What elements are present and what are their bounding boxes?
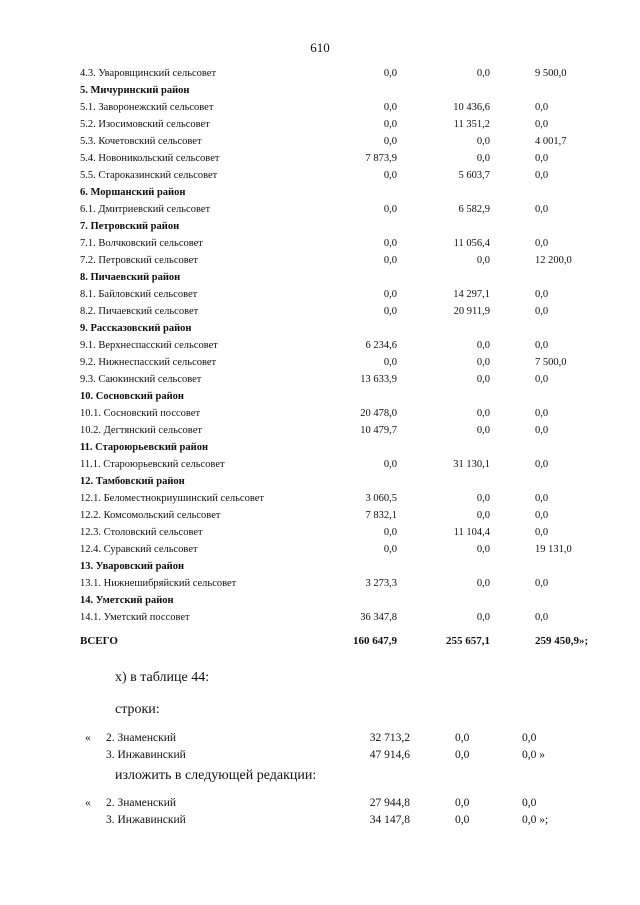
row-label: 3. Инжавинский	[106, 749, 186, 761]
row-label: 5. Мичуринский район	[80, 85, 190, 96]
row-value: 0,0	[383, 306, 397, 317]
row-value: 5 603,7	[458, 170, 490, 181]
row-value: 0,0 »;	[522, 814, 549, 826]
row-value: 14 297,1	[453, 289, 490, 300]
district-heading-row	[0, 321, 640, 337]
row-value: 0,0	[383, 255, 397, 266]
row-value: 13 633,9	[360, 374, 397, 385]
district-heading-row	[0, 440, 640, 456]
table-row	[0, 134, 640, 150]
row-label: 12.3. Столовский сельсовет	[80, 527, 203, 538]
row-label: 12. Тамбовский район	[80, 476, 185, 487]
row-value: 160 647,9	[353, 635, 397, 647]
rows-label: строки:	[115, 702, 160, 717]
row-value: 0,0	[535, 289, 549, 300]
row-value: 0,0	[383, 170, 397, 181]
row-value: 10 436,6	[453, 102, 490, 113]
table-row	[0, 151, 640, 167]
row-label: 12.1. Беломестнокриушинский сельсовет	[80, 493, 264, 504]
table-row	[0, 287, 640, 303]
district-heading-row	[0, 83, 640, 99]
row-value: 27 944,8	[369, 797, 410, 809]
row-label: 12.2. Комсомольский сельсовет	[80, 510, 221, 521]
table-row	[0, 168, 640, 184]
row-value: 0,0	[383, 544, 397, 555]
row-value: 0,0	[535, 459, 549, 470]
row-value: 10 479,7	[360, 425, 397, 436]
row-value: 7 873,9	[365, 153, 397, 164]
table-row	[0, 457, 640, 473]
row-value: 255 657,1	[446, 635, 490, 647]
row-value: 7 500,0	[535, 357, 567, 368]
row-value: 0,0	[476, 136, 490, 147]
page-number: 610	[310, 40, 330, 55]
row-value: 11 056,4	[453, 238, 490, 249]
row-label: 3. Инжавинский	[106, 814, 186, 826]
row-value: 0,0	[522, 732, 537, 744]
row-value: 12 200,0	[535, 255, 572, 266]
district-heading-row	[0, 270, 640, 286]
table-row	[0, 406, 640, 422]
table-row	[0, 423, 640, 439]
row-value: 0,0	[476, 578, 490, 589]
table-row	[0, 610, 640, 626]
row-value: 0,0	[476, 340, 490, 351]
table-row	[0, 372, 640, 388]
quote-mark: «	[85, 797, 91, 809]
row-value: 3 060,5	[365, 493, 397, 504]
row-label: 9.3. Саюкинский сельсовет	[80, 374, 202, 385]
row-value: 0,0	[383, 136, 397, 147]
row-label: 13. Уваровский район	[80, 561, 185, 572]
row-label: ВСЕГО	[80, 635, 118, 647]
row-value: 0,0	[535, 119, 549, 130]
row-value: 0,0	[383, 289, 397, 300]
row-value: 9 500,0	[535, 68, 567, 79]
row-value: 0,0	[535, 340, 549, 351]
row-value: 0,0	[522, 797, 537, 809]
row-value: 0,0	[535, 510, 549, 521]
row-value: 47 914,6	[369, 749, 410, 761]
district-heading-row	[0, 559, 640, 575]
district-heading-row	[0, 474, 640, 490]
row-label: 12.4. Суравский сельсовет	[80, 544, 198, 555]
row-value: 0,0	[535, 238, 549, 249]
district-heading-row	[0, 389, 640, 405]
row-value: 0,0	[476, 425, 490, 436]
row-label: 2. Знаменский	[106, 732, 177, 744]
total-row	[0, 633, 640, 649]
row-value: 7 832,1	[365, 510, 397, 521]
quote-mark: «	[85, 732, 91, 744]
row-value: 0,0	[383, 102, 397, 113]
row-value: 34 147,8	[369, 814, 410, 826]
row-label: 5.3. Кочетовский сельсовет	[80, 136, 202, 147]
row-value: 0,0	[535, 170, 549, 181]
row-label: 6. Моршанский район	[80, 187, 186, 198]
row-label: 7.1. Волчковский сельсовет	[80, 238, 203, 249]
row-value: 0,0	[383, 204, 397, 215]
row-label: 5.5. Староказинский сельсовет	[80, 170, 218, 181]
row-value: 36 347,8	[360, 612, 397, 623]
table-row	[0, 117, 640, 133]
table-row	[0, 100, 640, 116]
row-value: 11 104,4	[453, 527, 490, 538]
row-value: 0,0	[535, 493, 549, 504]
row-value: 0,0	[383, 238, 397, 249]
row-value: 0,0	[476, 493, 490, 504]
row-value: 0,0	[476, 408, 490, 419]
row-label: 14.1. Уметский поссовет	[80, 612, 190, 623]
table-row	[0, 253, 640, 269]
row-value: 0,0	[476, 255, 490, 266]
row-value: 20 478,0	[360, 408, 397, 419]
row-value: 0,0	[535, 578, 549, 589]
row-value: 6 582,9	[458, 204, 490, 215]
amend-row	[0, 747, 640, 763]
row-value: 0,0	[476, 612, 490, 623]
row-value: 0,0	[383, 459, 397, 470]
row-label: 10.1. Сосновский поссовет	[80, 408, 201, 419]
amend-row	[0, 730, 640, 746]
row-value: 20 911,9	[453, 306, 490, 317]
table-row	[0, 304, 640, 320]
table-row	[0, 525, 640, 541]
row-label: 11. Староюрьевский район	[80, 442, 208, 453]
row-value: 0,0	[455, 749, 470, 761]
row-value: 0,0	[535, 612, 549, 623]
row-value: 0,0	[455, 814, 470, 826]
row-value: 0,0	[535, 153, 549, 164]
row-label: 13.1. Нижнешибряйский сельсовет	[80, 578, 237, 589]
row-value: 0,0	[455, 732, 470, 744]
row-label: 5.2. Изосимовский сельсовет	[80, 119, 210, 130]
row-value: 259 450,9»;	[535, 635, 589, 647]
row-label: 8.2. Пичаевский сельсовет	[80, 306, 199, 317]
row-value: 31 130,1	[453, 459, 490, 470]
amend-row	[0, 812, 640, 828]
row-value: 0,0	[535, 306, 549, 317]
row-label: 4.3. Уваровщинский сельсовет	[80, 68, 217, 79]
table-row	[0, 542, 640, 558]
row-value: 0,0	[476, 357, 490, 368]
row-label: 5.1. Заворонежский сельсовет	[80, 102, 214, 113]
row-value: 0,0 »	[522, 749, 545, 761]
row-label: 8.1. Байловский сельсовет	[80, 289, 198, 300]
table-row	[0, 338, 640, 354]
row-label: 14. Уметский район	[80, 595, 174, 606]
row-value: 0,0	[383, 119, 397, 130]
row-value: 0,0	[535, 374, 549, 385]
row-label: 9.1. Верхнеспасский сельсовет	[80, 340, 218, 351]
row-value: 0,0	[476, 544, 490, 555]
table-row	[0, 576, 640, 592]
row-label: 10.2. Дегтянский сельсовет	[80, 425, 202, 436]
row-label: 10. Сосновский район	[80, 391, 184, 402]
row-value: 6 234,6	[365, 340, 397, 351]
row-value: 0,0	[383, 357, 397, 368]
table-row	[0, 355, 640, 371]
row-value: 0,0	[476, 374, 490, 385]
table-row	[0, 508, 640, 524]
row-value: 4 001,7	[535, 136, 567, 147]
row-value: 0,0	[535, 408, 549, 419]
row-value: 0,0	[383, 527, 397, 538]
row-value: 32 713,2	[369, 732, 410, 744]
table-row	[0, 66, 640, 82]
row-label: 7.2. Петровский сельсовет	[80, 255, 198, 266]
row-value: 19 131,0	[535, 544, 572, 555]
row-value: 0,0	[535, 527, 549, 538]
row-label: 9.2. Нижнеспасский сельсовет	[80, 357, 217, 368]
district-heading-row	[0, 219, 640, 235]
row-label: 2. Знаменский	[106, 797, 177, 809]
row-value: 11 351,2	[453, 119, 490, 130]
amendment-intro: х) в таблице 44:	[115, 670, 210, 685]
replace-label: изложить в следующей редакции:	[115, 768, 317, 783]
table-row	[0, 236, 640, 252]
amend-row	[0, 795, 640, 811]
row-value: 0,0	[535, 425, 549, 436]
row-value: 0,0	[476, 153, 490, 164]
row-label: 6.1. Дмитриевский сельсовет	[80, 204, 211, 215]
district-heading-row	[0, 593, 640, 609]
row-label: 8. Пичаевский район	[80, 272, 181, 283]
row-label: 7. Петровский район	[80, 221, 180, 232]
row-value: 3 273,3	[365, 578, 397, 589]
row-label: 11.1. Староюрьевский сельсовет	[80, 459, 225, 470]
table-row	[0, 202, 640, 218]
row-value: 0,0	[455, 797, 470, 809]
row-value: 0,0	[476, 68, 490, 79]
row-value: 0,0	[476, 510, 490, 521]
row-value: 0,0	[535, 204, 549, 215]
row-label: 5.4. Новоникольский сельсовет	[80, 153, 220, 164]
row-label: 9. Рассказовский район	[80, 323, 192, 334]
row-value: 0,0	[383, 68, 397, 79]
table-row	[0, 491, 640, 507]
row-value: 0,0	[535, 102, 549, 113]
district-heading-row	[0, 185, 640, 201]
